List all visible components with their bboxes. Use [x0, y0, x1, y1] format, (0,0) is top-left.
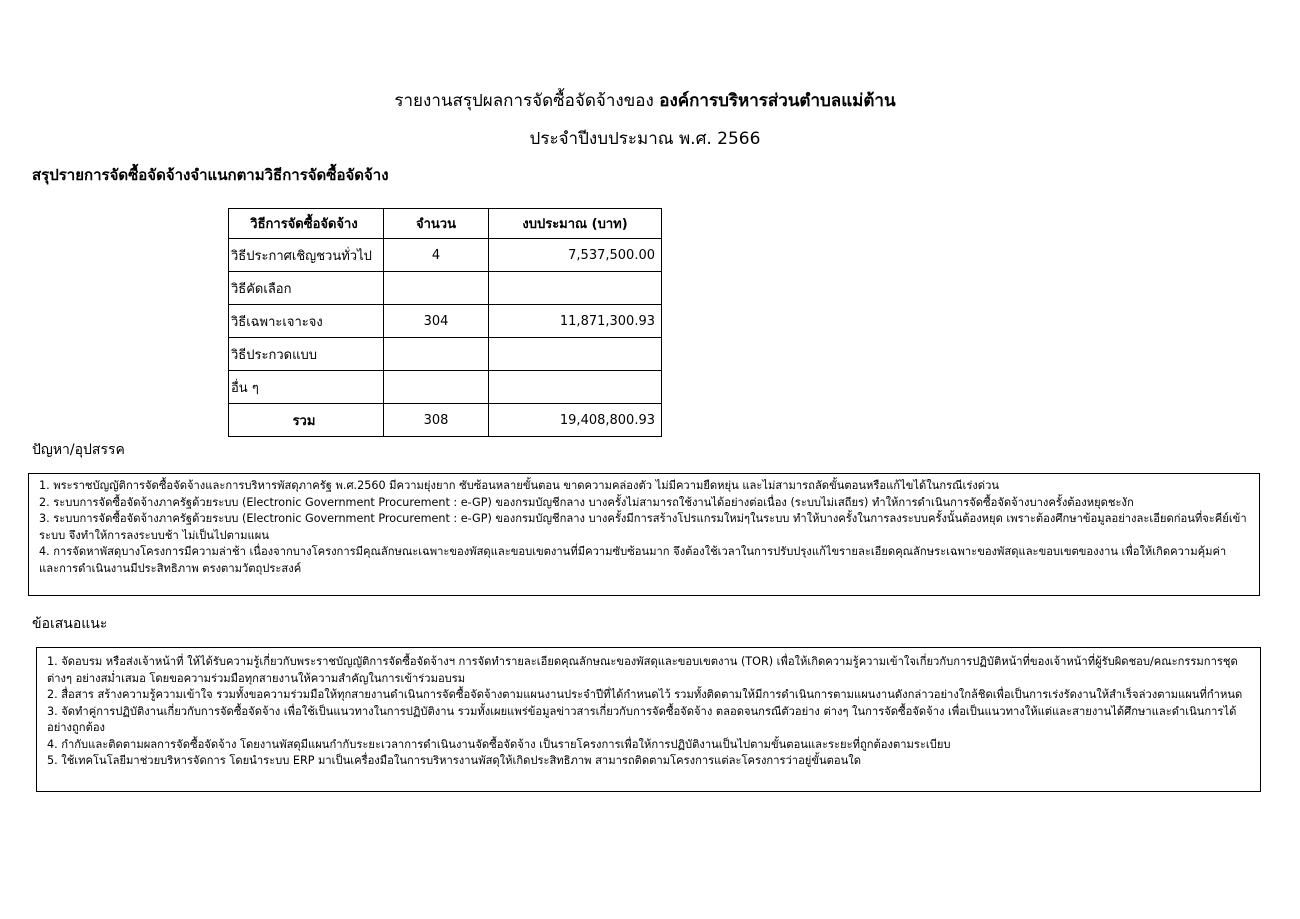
budget-cell [489, 338, 662, 371]
problem-item: 4. การจัดหาพัสดุบางโครงการมีความล่าช้า เนื่องจากบางโครงการมีคุณลักษณะเฉพาะของพัสดุและขอบเขตงานที่มีความซับซ้อนมาก จึงต้องใช้เวลาในการปรับปรุงแก้ไขรายละเอียดคุณลักษระเฉพาะของพัสดุและขอบเขตของงาน เพื่อให้เกิดความคุ้มค่า และการดำเนินงานมีประสิทธิภาพ ตรงตามวัตถุประสงค์ [39, 545, 1227, 575]
table-row [229, 338, 662, 371]
method-cell: วิธีเฉพาะเจาะจง [229, 305, 384, 338]
budget-cell: 11,871,300.93 [489, 305, 662, 338]
count-cell: 4 [384, 239, 489, 272]
method-cell: วิธีประกาศเชิญชวนทั่วไป [229, 239, 384, 272]
problem-item: 3. ระบบการจัดซื้อจัดจ้างภาครัฐด้วยระบบ (Electronic Government Procurement : e-GP) ของกรมบัญชีกลาง บางครั้งมีการสร้างโปรแกรมใหม่ๆในระบบ ทำให้บางครั้งในการลงระบบครั้งนั้นต้องหยุด เพราะต้องศึกษาข้อมูลอย่างละเอียดก่อนที่จะคีย์เข้าระบบ จึงทำให้การลงระบบช้า ไม่เป็นไปตามแผน [39, 512, 1247, 542]
table-header-row [229, 209, 662, 239]
problems-heading: ปัญหา/อุปสรรค [32, 442, 125, 458]
count-cell [384, 338, 489, 371]
budget-cell [489, 272, 662, 305]
report-subtitle: ประจำปีงบประมาณ พ.ศ. 2566 [529, 129, 761, 149]
table-row [229, 305, 662, 338]
problem-item: 2. ระบบการจัดซื้อจัดจ้างภาครัฐด้วยระบบ (Electronic Government Procurement : e-GP) ของกรมบัญชีกลาง บางครั้งไม่สามารถใช้งานได้อย่างต่อเนื่อง (ระบบไม่เสถียร) ทำให้การดำเนินการจัดซื้อจัดจ้างบางครั้งต้องหยุดชะงัก [39, 495, 1134, 509]
problem-item: 1. พระราชบัญญัติการจัดซื้อจัดจ้างและการบริหารพัสดุภาครัฐ พ.ศ.2560 มีความยุ่งยาก ซับซ้อนหลายขั้นตอน ขาดความคล่องตัว ไม่มีความยืดหยุ่น และไม่สามารถลัดขั้นตอนหรือแก้ไขได้ในกรณีเร่งด่วน [39, 479, 1000, 492]
summary-table [228, 208, 662, 437]
method-cell: วิธีประกวดแบบ [229, 338, 384, 371]
suggestion-item: 5. ใช้เทคโนโลยีมาช่วยบริหารจัดการ โดยนำระบบ ERP มาเป็นเครื่องมือในการบริหารงานพัสดุให้เกิดประสิทธิภาพ สามารถติดตามโครงการแต่ละโครงการว่าอยู่ขั้นตอนใด [47, 754, 861, 767]
count-cell: 304 [384, 305, 489, 338]
suggestion-item: 3. จัดทำคู่การปฏิบัติงานเกี่ยวกับการจัดซื้อจัดจ้าง เพื่อใช้เป็นแนวทางในการปฏิบัติงาน รวมทั้งเผยแพร่ข้อมูลข่าวสารเกี่ยวกับการจัดซื้อจัดจ้าง ตลอดจนกรณีตัวอย่าง ต่างๆ ในการจัดซื้อจัดจ้าง เพื่อเป็นแนวทางให้แต่และสายงานได้ศึกษาและดำเนินการได้อย่างถูกต้อง [47, 704, 1237, 734]
report-title-prefix: รายงานสรุปผลการจัดซื้อจัดจ้างของ [394, 91, 654, 111]
suggestion-item: 1. จัดอบรม หรือส่งเจ้าหน้าที่ ให้ได้รับความรู้เกี่ยวกับพระราชบัญญัติการจัดซื้อจัดจ้างฯ การจัดทำรายละเอียดคุณลักษณะของพัสดุและขอบเขตงาน (TOR) เพื่อให้เกิดความรู้ความเข้าใจเกี่ยวกับการปฏิบัติหน้าที่ของเจ้าหน้าที่ผู้รับผิดชอบ/คณะกรรมการชุดต่างๆ อย่างสม่ำเสมอ โดยขอความร่วมมือทุกสายงานให้ความสำคัญในการเข้าร่วมอบรม [47, 655, 1238, 685]
table-row [229, 371, 662, 404]
column-header-budget: งบประมาณ (บาท) [489, 209, 662, 239]
budget-cell: 7,537,500.00 [489, 239, 662, 272]
count-cell [384, 371, 489, 404]
suggestions-box [36, 647, 1261, 792]
column-header-method: วิธีการจัดซื้อจัดจ้าง [229, 209, 384, 239]
problems-box [28, 473, 1260, 596]
suggestion-item: 2. สื่อสาร สร้างความรู้ความเข้าใจ รวมทั้งขอความร่วมมือให้ทุกสายงานดำเนินการจัดซื้อจัดจ้างตามแผนงานประจำปีที่ได้กำหนดไว้ รวมทั้งติดตามให้มีการดำเนินการตามแผนงานดังกล่าวอย่างใกล้ชิดเพื่อเป็นการเร่งรัดงานให้สำเร็จล่วงตามแผนที่กำหนด [47, 688, 1243, 701]
table-row [229, 239, 662, 272]
count-cell [384, 272, 489, 305]
organization-name: องค์การบริหารส่วนตำบลแม่ต้าน [659, 91, 896, 111]
suggestion-item: 4. กำกับและติดตามผลการจัดซื้อจัดจ้าง โดยงานพัสดุมีแผนกำกับระยะเวลาการดำเนินงานจัดซื้อจัดจ้าง เป็นรายโครงการเพื่อให้การปฏิบัติงานเป็นไปตามขั้นตอนและระยะที่ถูกต้องตามระเบียบ [47, 737, 951, 751]
budget-cell [489, 371, 662, 404]
total-label: รวม [229, 404, 384, 437]
report-title [0, 88, 1290, 114]
method-cell: วิธีคัดเลือก [229, 272, 384, 305]
column-header-count: จำนวน [384, 209, 489, 239]
table-total-row [229, 404, 662, 437]
total-count: 308 [384, 404, 489, 437]
total-budget: 19,408,800.93 [489, 404, 662, 437]
suggestions-heading: ข้อเสนอแนะ [32, 616, 108, 632]
method-cell: อื่น ๆ [229, 371, 384, 404]
table-row [229, 272, 662, 305]
summary-heading: สรุปรายการจัดซื้อจัดจ้างจำแนกตามวิธีการจัดซื้อจัดจ้าง [32, 166, 389, 184]
